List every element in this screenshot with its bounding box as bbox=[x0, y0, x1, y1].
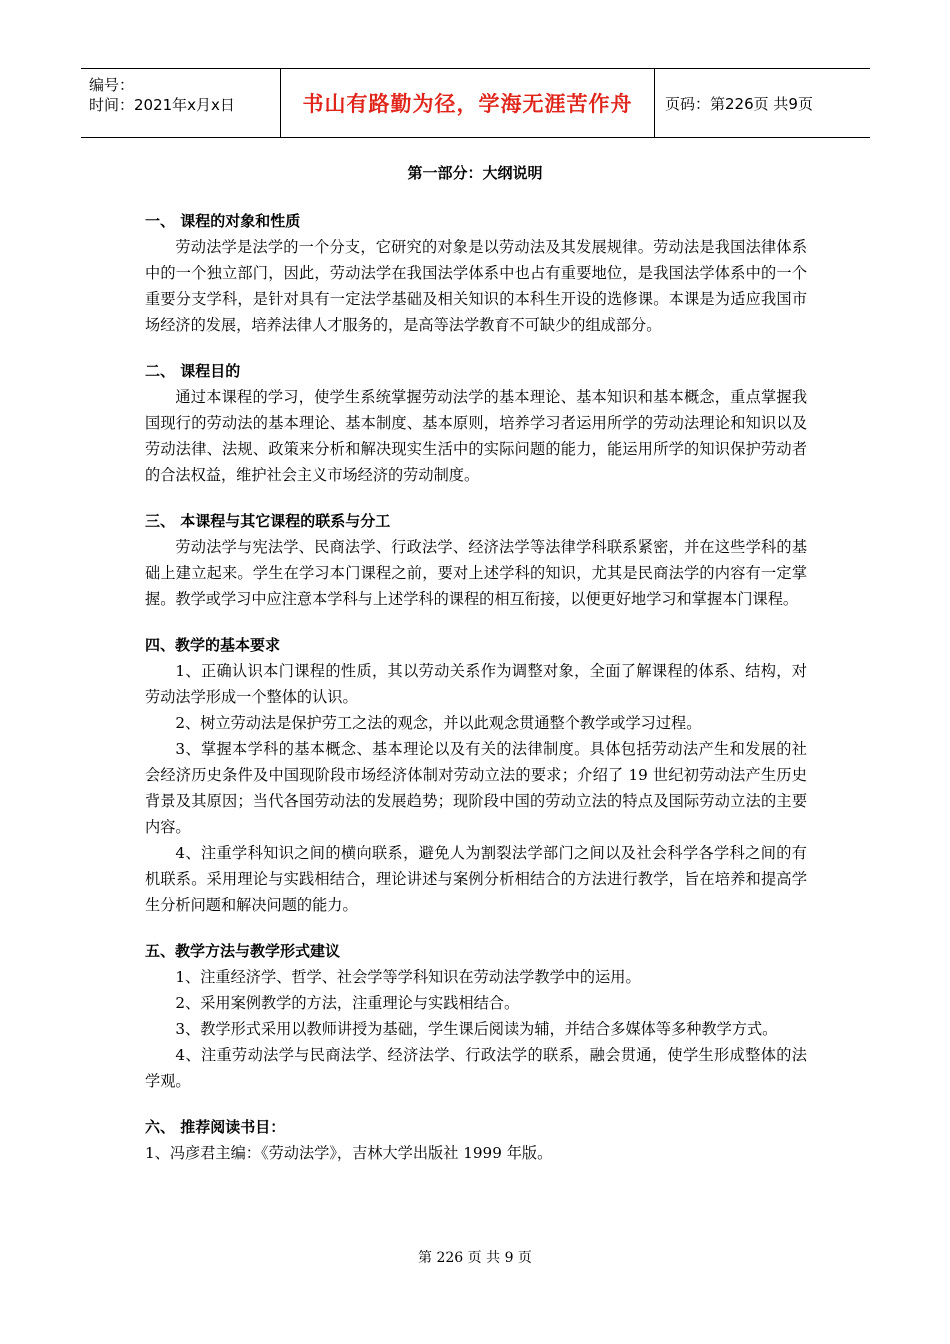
list-item: 1、正确认识本门课程的性质，其以劳动关系作为调整对象，全面了解课程的体系、结构，对劳动法学形成一个整体的认识。 bbox=[145, 662, 807, 706]
section-heading: 二、 课程目的 bbox=[145, 362, 241, 380]
document-title: 第一部分：大纲说明 bbox=[407, 164, 543, 182]
page-footer: 第 226 页 共 9 页 bbox=[418, 1250, 532, 1266]
page-header bbox=[81, 68, 870, 138]
section-heading: 四、教学的基本要求 bbox=[145, 636, 281, 654]
header-meta bbox=[81, 69, 280, 137]
reading-list-item: 1、冯彦君主编：《劳动法学》，吉林大学出版社 1999 年版。 bbox=[145, 1144, 553, 1162]
list-item: 1、注重经济学、哲学、社会学等学科知识在劳动法学教学中的运用。 bbox=[175, 968, 641, 986]
list-item: 2、采用案例教学的方法，注重理论与实践相结合。 bbox=[175, 994, 520, 1012]
list-item: 2、树立劳动法是保护劳工之法的观念，并以此观念贯通整个教学或学习过程。 bbox=[175, 714, 702, 732]
header-page-info: 页码：第226页 共9页 bbox=[665, 94, 813, 113]
list-item: 4、注重学科知识之间的横向联系，避免人为割裂法学部门之间以及社会科学各学科之间的有机联系。采用理论与实践相结合，理论讲述与案例分析相结合的方法进行教学，旨在培养和提高学生分析问题和解决问题的能力。 bbox=[145, 844, 807, 914]
list-item: 3、教学形式采用以教师讲授为基础，学生课后阅读为辅，并结合多媒体等多种教学方式。 bbox=[175, 1020, 778, 1038]
section-heading: 六、 推荐阅读书目： bbox=[145, 1118, 286, 1136]
header-motto: 书山有路勤为径，学海无涯苦作舟 bbox=[280, 69, 655, 137]
time-label: 时间：2021年x月x日 bbox=[89, 96, 235, 114]
number-label: 编号： bbox=[89, 76, 135, 94]
section-heading: 五、教学方法与教学形式建议 bbox=[145, 942, 341, 960]
section-paragraph: 劳动法学是法学的一个分支，它研究的对象是以劳动法及其发展规律。劳动法是我国法律体系中的一个独立部门，因此，劳动法学在我国法学体系中也占有重要地位，是我国法学体系中的一个重要分支学科，是针对具有一定法学基础及相关知识的本科生开设的选修课。本课是为适应我国市场经济的发展，培养法律人才服务的，是高等法学教育不可缺少的组成部分。 bbox=[145, 238, 807, 334]
section-heading: 一、 课程的对象和性质 bbox=[145, 212, 301, 230]
document-body bbox=[145, 208, 807, 1166]
section-paragraph: 劳动法学与宪法学、民商法学、行政法学、经济法学等法律学科联系紧密，并在这些学科的基础上建立起来。学生在学习本门课程之前，要对上述学科的知识，尤其是民商法学的内容有一定掌握。教学或学习中应注意本学科与上述学科的课程的相互衔接，以便更好地学习和掌握本门课程。 bbox=[145, 538, 807, 608]
list-item: 4、注重劳动法学与民商法学、经济法学、行政法学的联系，融会贯通，使学生形成整体的法学观。 bbox=[145, 1046, 807, 1090]
list-item: 3、掌握本学科的基本概念、基本理论以及有关的法律制度。具体包括劳动法产生和发展的社会经济历史条件及中国现阶段市场经济体制对劳动立法的要求；介绍了 19 世纪初劳动法产生历史背景及其原因；当代各国劳动法的发展趋势；现阶段中国的劳动立法的特点及国际劳动立法的主要内容。 bbox=[145, 740, 807, 836]
section-paragraph: 通过本课程的学习，使学生系统掌握劳动法学的基本理论、基本知识和基本概念，重点掌握我国现行的劳动法的基本理论、基本制度、基本原则，培养学习者运用所学的劳动法理论和知识以及劳动法律、法规、政策来分析和解决现实生活中的实际问题的能力，能运用所学的知识保护劳动者的合法权益，维护社会主义市场经济的劳动制度。 bbox=[145, 388, 807, 484]
section-heading: 三、 本课程与其它课程的联系与分工 bbox=[145, 512, 391, 530]
